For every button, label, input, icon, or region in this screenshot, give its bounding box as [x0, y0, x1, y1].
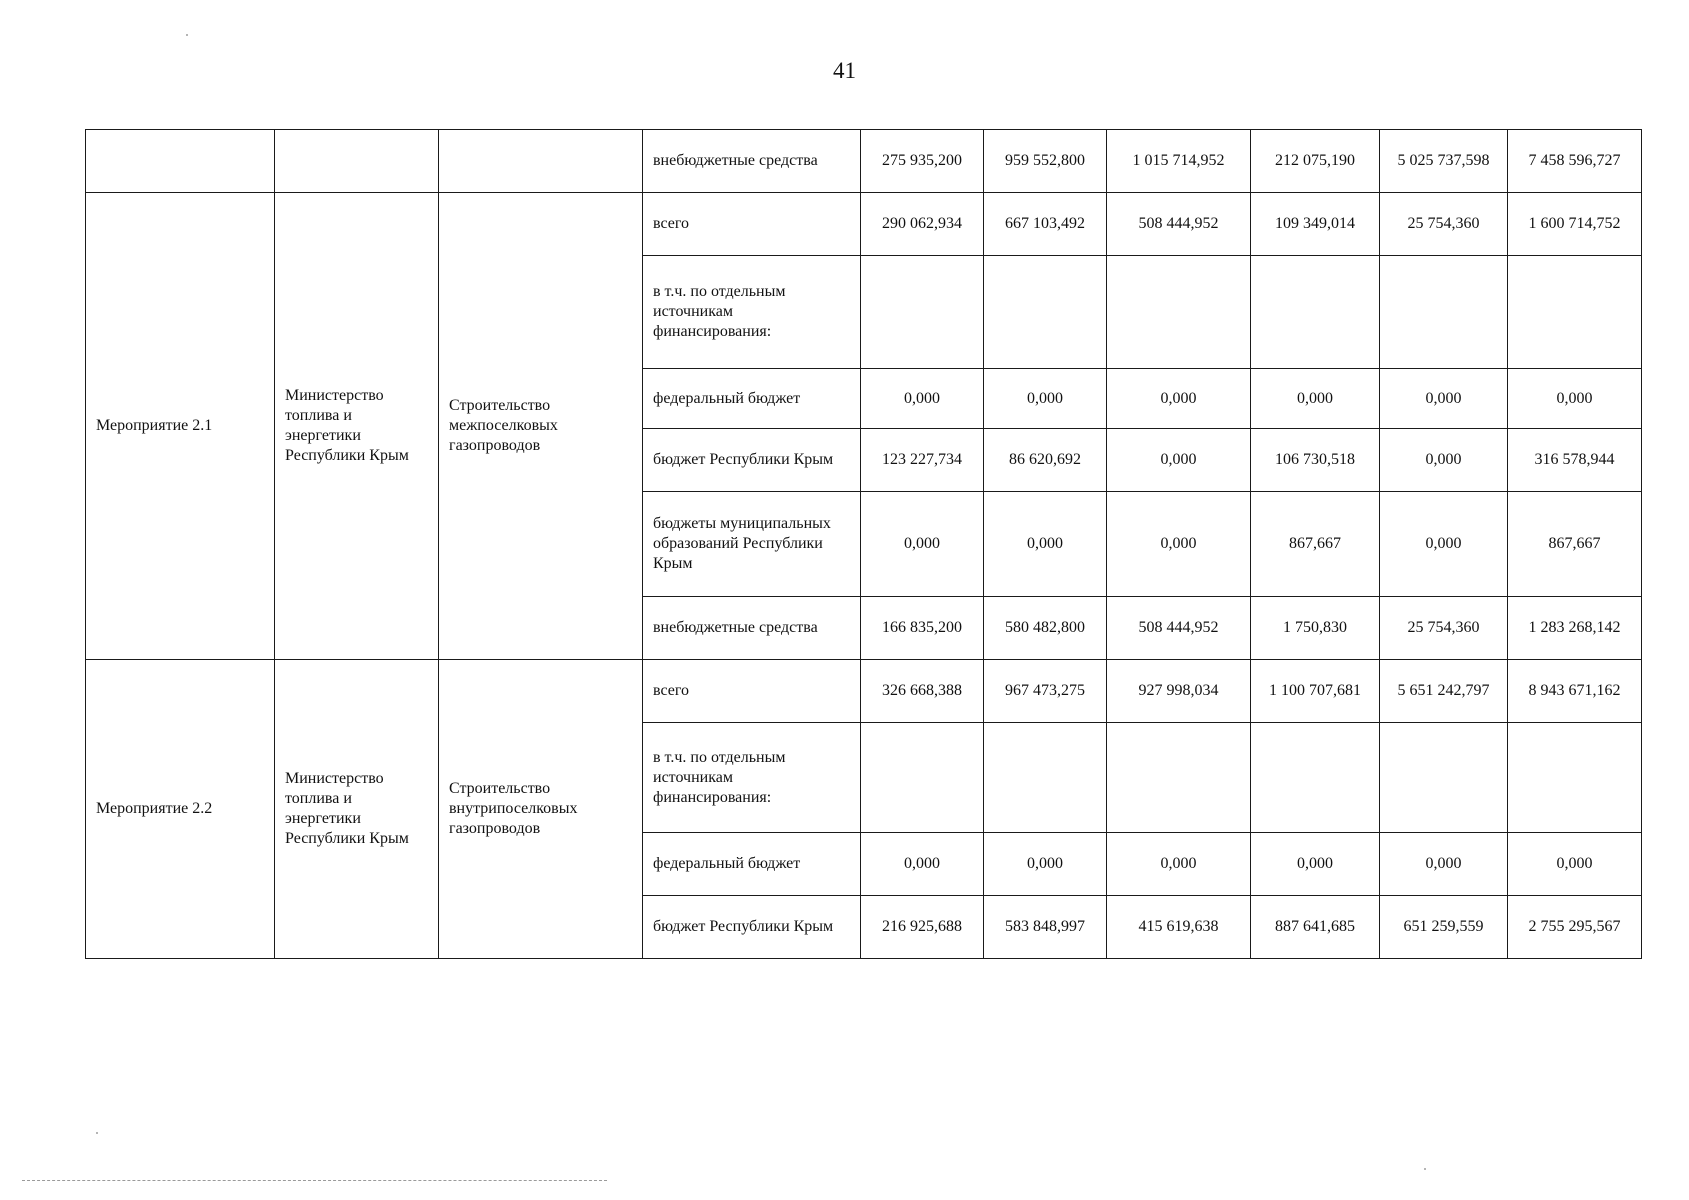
value-cell: 5 651 242,797 — [1380, 660, 1508, 723]
value-cell: 2 755 295,567 — [1508, 896, 1642, 959]
value-cell: 0,000 — [1380, 369, 1508, 429]
value-cell: 0,000 — [1107, 429, 1251, 492]
value-cell: 0,000 — [1380, 492, 1508, 597]
value-cell: 216 925,688 — [861, 896, 984, 959]
funding-source: всего — [643, 193, 861, 256]
event-name: Мероприятие 2.1 — [86, 193, 275, 660]
value-cell: 0,000 — [861, 833, 984, 896]
table-row — [86, 660, 1642, 723]
value-cell: 1 600 714,752 — [1508, 193, 1642, 256]
value-cell — [861, 256, 984, 369]
value-cell: 1 100 707,681 — [1251, 660, 1380, 723]
scan-artifact-line — [22, 1180, 607, 1181]
value-cell: 0,000 — [1107, 833, 1251, 896]
value-cell: 86 620,692 — [984, 429, 1107, 492]
value-cell: 0,000 — [1380, 833, 1508, 896]
value-cell: 5 025 737,598 — [1380, 130, 1508, 193]
value-cell — [1251, 256, 1380, 369]
funding-source: бюджеты муниципальных образований Республики Крым — [643, 492, 861, 597]
executor-cell-empty — [275, 130, 439, 193]
work-cell-empty — [439, 130, 643, 193]
funding-source: всего — [643, 660, 861, 723]
value-cell: 106 730,518 — [1251, 429, 1380, 492]
table-row — [86, 130, 1642, 193]
value-cell: 0,000 — [861, 492, 984, 597]
work-description: Строительство межпоселковых газопроводов — [439, 193, 643, 660]
value-cell: 25 754,360 — [1380, 193, 1508, 256]
value-cell: 1 283 268,142 — [1508, 597, 1642, 660]
value-cell: 927 998,034 — [1107, 660, 1251, 723]
value-cell: 290 062,934 — [861, 193, 984, 256]
value-cell: 0,000 — [984, 833, 1107, 896]
value-cell: 109 349,014 — [1251, 193, 1380, 256]
value-cell: 415 619,638 — [1107, 896, 1251, 959]
value-cell — [1508, 256, 1642, 369]
funding-source: бюджет Республики Крым — [643, 896, 861, 959]
event-name: Мероприятие 2.2 — [86, 660, 275, 959]
financing-table — [85, 129, 1642, 959]
work-description: Строительство внутрипоселковых газопроводов — [439, 660, 643, 959]
value-cell: 0,000 — [1508, 369, 1642, 429]
value-cell: 967 473,275 — [984, 660, 1107, 723]
funding-source: в т.ч. по отдельным источникам финансирования: — [643, 256, 861, 369]
funding-source: бюджет Республики Крым — [643, 429, 861, 492]
funding-source: федеральный бюджет — [643, 833, 861, 896]
value-cell — [984, 723, 1107, 833]
value-cell: 8 943 671,162 — [1508, 660, 1642, 723]
value-cell: 583 848,997 — [984, 896, 1107, 959]
value-cell: 166 835,200 — [861, 597, 984, 660]
page-number: 41 — [833, 58, 856, 83]
value-cell — [1380, 256, 1508, 369]
value-cell: 275 935,200 — [861, 130, 984, 193]
value-cell: 508 444,952 — [1107, 193, 1251, 256]
value-cell: 0,000 — [1107, 369, 1251, 429]
value-cell: 651 259,559 — [1380, 896, 1508, 959]
value-cell: 0,000 — [984, 369, 1107, 429]
executor-name: Министерство топлива и энергетики Республики Крым — [275, 193, 439, 660]
value-cell — [1107, 723, 1251, 833]
funding-source: в т.ч. по отдельным источникам финансирования: — [643, 723, 861, 833]
funding-source: внебюджетные средства — [643, 597, 861, 660]
value-cell: 0,000 — [1508, 833, 1642, 896]
value-cell: 867,667 — [1251, 492, 1380, 597]
value-cell: 959 552,800 — [984, 130, 1107, 193]
value-cell — [861, 723, 984, 833]
scan-speck — [96, 1132, 98, 1134]
value-cell: 212 075,190 — [1251, 130, 1380, 193]
value-cell: 0,000 — [984, 492, 1107, 597]
scan-speck — [1424, 1168, 1426, 1170]
value-cell: 123 227,734 — [861, 429, 984, 492]
executor-name: Министерство топлива и энергетики Республики Крым — [275, 660, 439, 959]
value-cell: 0,000 — [1251, 833, 1380, 896]
value-cell: 0,000 — [1380, 429, 1508, 492]
value-cell: 326 668,388 — [861, 660, 984, 723]
value-cell — [984, 256, 1107, 369]
funding-source: федеральный бюджет — [643, 369, 861, 429]
value-cell: 7 458 596,727 — [1508, 130, 1642, 193]
value-cell: 316 578,944 — [1508, 429, 1642, 492]
table-row — [86, 193, 1642, 256]
value-cell — [1508, 723, 1642, 833]
value-cell: 867,667 — [1508, 492, 1642, 597]
value-cell: 508 444,952 — [1107, 597, 1251, 660]
event-cell-empty — [86, 130, 275, 193]
value-cell: 0,000 — [1107, 492, 1251, 597]
value-cell — [1380, 723, 1508, 833]
funding-source: внебюджетные средства — [643, 130, 861, 193]
value-cell: 667 103,492 — [984, 193, 1107, 256]
scan-speck — [186, 34, 188, 36]
value-cell: 1 750,830 — [1251, 597, 1380, 660]
value-cell: 0,000 — [861, 369, 984, 429]
value-cell: 887 641,685 — [1251, 896, 1380, 959]
value-cell — [1107, 256, 1251, 369]
value-cell: 0,000 — [1251, 369, 1380, 429]
value-cell: 25 754,360 — [1380, 597, 1508, 660]
value-cell: 580 482,800 — [984, 597, 1107, 660]
value-cell — [1251, 723, 1380, 833]
value-cell: 1 015 714,952 — [1107, 130, 1251, 193]
